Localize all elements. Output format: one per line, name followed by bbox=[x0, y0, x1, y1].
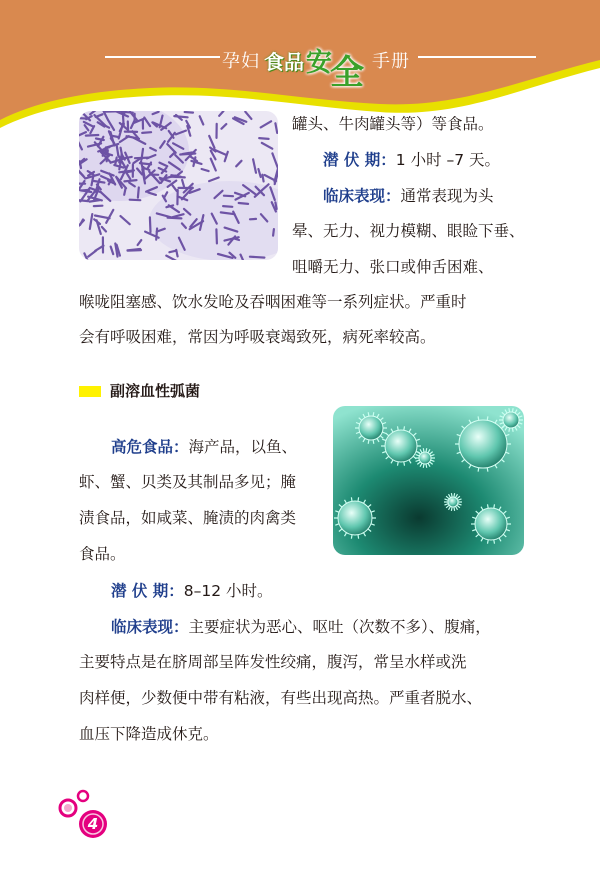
section1-clinical-line-3: 咀嚼无力、张口或伸舌困难、 bbox=[292, 258, 494, 276]
bacteria-rod bbox=[262, 175, 263, 182]
section2-clinical-line-3: 肉样便，少数便中带有粘液，有些出现高热。严重者脱水、 bbox=[79, 689, 483, 707]
virus-spike bbox=[351, 497, 352, 501]
virus-spike bbox=[454, 493, 455, 497]
bacteria-rod bbox=[250, 257, 265, 258]
page-number: 4 bbox=[87, 815, 99, 833]
virus-spike bbox=[487, 468, 488, 472]
header-title-food: 食品 bbox=[264, 49, 304, 74]
virus-spike bbox=[494, 504, 495, 508]
virus-spike bbox=[423, 464, 424, 468]
bacteria-rod bbox=[275, 202, 276, 209]
section1-clinical-line-4: 喉咙阻塞感、饮水发呛及吞咽困难等一系列症状。严重时 bbox=[79, 293, 467, 311]
bacteria-rod bbox=[142, 132, 151, 133]
virus-particle bbox=[448, 497, 458, 507]
incubation-value-2: 8–12 小时。 bbox=[183, 582, 273, 600]
virus-particle bbox=[475, 508, 507, 540]
virus-spike bbox=[426, 448, 427, 452]
section1-clinical bbox=[323, 179, 494, 213]
bacteria-rod bbox=[124, 180, 136, 181]
header-rule-left bbox=[105, 56, 220, 58]
section2-clinical-line-2: 主要特点是在脐周部呈阵发性绞痛，腹泻，常呈水样或洗 bbox=[79, 653, 467, 671]
virus-spike bbox=[373, 440, 374, 444]
virus-spike bbox=[404, 426, 405, 430]
virus-spike bbox=[426, 464, 427, 468]
virus-spike bbox=[423, 448, 424, 452]
section1-incubation bbox=[323, 143, 500, 177]
section-marker bbox=[79, 386, 101, 397]
section1-clinical-line-5: 会有呼吸困难，常因为呼吸衰竭致死，病死率较高。 bbox=[79, 328, 436, 346]
virus-particle bbox=[419, 452, 431, 464]
virus-spike bbox=[454, 507, 455, 511]
clinical-first-2: 主要症状为恶心、呕吐（次数不多）、腹痛， bbox=[188, 618, 491, 636]
header-title-safe: 安 bbox=[306, 47, 333, 78]
section2-high-risk-line-4: 食品。 bbox=[79, 545, 126, 563]
vibrio-illustration-image bbox=[333, 406, 524, 555]
bacteria-rod bbox=[123, 112, 133, 113]
section-title: 副溶血性弧菌 bbox=[110, 382, 201, 400]
bacteria-rod bbox=[259, 138, 268, 139]
virus-spike bbox=[358, 497, 359, 501]
bacteria-rod bbox=[124, 188, 125, 195]
virus-spike bbox=[358, 535, 359, 539]
virus-spike bbox=[509, 428, 510, 432]
clinical-label: 临床表现： bbox=[323, 186, 401, 205]
virus-spike bbox=[488, 540, 489, 544]
section2-clinical bbox=[111, 610, 491, 644]
virus-particle bbox=[459, 420, 507, 468]
virus-spike bbox=[398, 462, 399, 466]
section2-high-risk bbox=[111, 430, 297, 464]
bacteria-rod bbox=[142, 149, 144, 160]
virus-particle bbox=[359, 416, 383, 440]
header-title-pregnant: 孕妇 bbox=[222, 51, 260, 72]
bacteria-rod bbox=[239, 203, 248, 204]
bacteria-micrograph-image bbox=[79, 111, 278, 260]
section2-incubation bbox=[111, 574, 273, 608]
virus-particle bbox=[503, 412, 519, 428]
bacteria-rod bbox=[128, 250, 141, 251]
virus-spike bbox=[509, 408, 510, 412]
bacteria-rod bbox=[112, 136, 118, 137]
bacteria-rod bbox=[185, 112, 193, 113]
bacteria-rod bbox=[169, 251, 175, 252]
virus-particle bbox=[338, 501, 372, 535]
virus-spike bbox=[494, 540, 495, 544]
bacteria-rod bbox=[183, 152, 192, 154]
virus-spike bbox=[512, 428, 513, 432]
bacteria-rod bbox=[216, 229, 217, 243]
virus-spike bbox=[368, 440, 369, 444]
bacteria-rod bbox=[150, 217, 151, 232]
bacteria-rod bbox=[174, 116, 187, 117]
incubation-label: 潜 伏 期： bbox=[323, 150, 396, 169]
virus-spike bbox=[373, 412, 374, 416]
bacteria-rod bbox=[138, 188, 139, 198]
bacteria-rod bbox=[130, 200, 141, 201]
virus-spike bbox=[351, 535, 352, 539]
bacteria-rod bbox=[176, 250, 177, 257]
virus-spike bbox=[478, 416, 479, 420]
virus-spike bbox=[478, 468, 479, 472]
bacteria-rod bbox=[223, 206, 232, 207]
high-risk-first: 海产品，以鱼、 bbox=[188, 438, 298, 456]
virus-spike bbox=[368, 412, 369, 416]
high-risk-label: 高危食品： bbox=[111, 437, 189, 456]
incubation-value: 1 小时 –7 天。 bbox=[395, 151, 501, 169]
bacteria-rod bbox=[168, 218, 182, 219]
section1-line-1: 罐头、牛肉罐头等）等食品。 bbox=[292, 115, 494, 133]
virus-spike bbox=[451, 493, 452, 497]
virus-spike bbox=[404, 462, 405, 466]
header-title bbox=[222, 42, 411, 93]
virus-spike bbox=[512, 408, 513, 412]
virus-spike bbox=[451, 507, 452, 511]
virus-particle bbox=[385, 430, 417, 462]
section2-clinical-line-4: 血压下降造成休克。 bbox=[79, 725, 219, 743]
header-title-safety: 全 bbox=[330, 52, 365, 93]
incubation-label-2: 潜 伏 期： bbox=[111, 581, 184, 600]
header-title-handbook: 手册 bbox=[372, 51, 411, 72]
section1-clinical-line-2: 晕、无力、视力模糊、眼睑下垂、 bbox=[292, 222, 525, 240]
clinical-first: 通常表现为头 bbox=[400, 187, 494, 205]
virus-spike bbox=[398, 426, 399, 430]
bacteria-rod bbox=[86, 135, 99, 136]
bacteria-rod bbox=[224, 196, 233, 197]
bacteria-rod bbox=[140, 163, 151, 164]
header-rule-right bbox=[418, 56, 536, 58]
bacteria-rod bbox=[273, 229, 274, 236]
bacteria-rod bbox=[79, 200, 88, 201]
bacteria-rod bbox=[124, 171, 133, 173]
clinical-label-2: 临床表现： bbox=[111, 617, 189, 636]
virus-spike bbox=[487, 416, 488, 420]
section2-high-risk-line-2: 虾、蟹、贝类及其制品多见；腌 bbox=[79, 473, 297, 491]
section2-high-risk-line-3: 渍食品，如咸菜、腌渍的肉禽类 bbox=[79, 509, 297, 527]
virus-spike bbox=[488, 504, 489, 508]
